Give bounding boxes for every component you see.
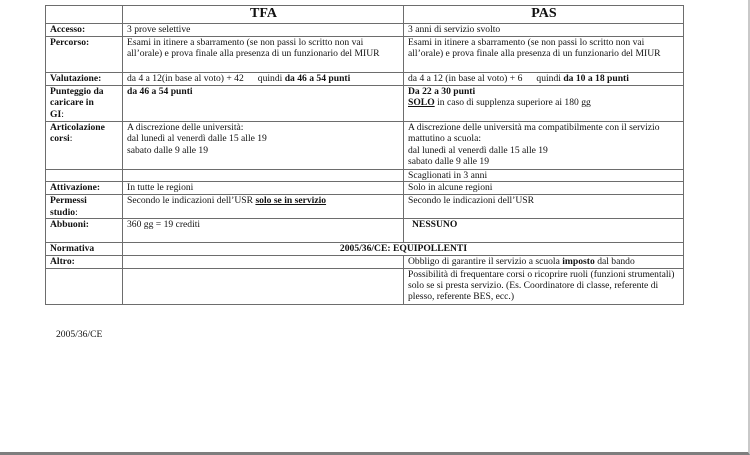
row-permessi [46, 195, 684, 219]
pas-valutazione [404, 73, 684, 86]
pas-abbuoni [404, 219, 684, 243]
header-empty-cell [46, 6, 123, 24]
label-permessi [46, 195, 123, 219]
row-abbuoni [46, 219, 684, 243]
tfa-permessi-text: Secondo le indicazioni dell’USR [127, 195, 254, 207]
row-altro [46, 256, 684, 268]
label-punteggio-1: Punteggio da [50, 86, 104, 97]
tfa-valutazione-result: da 46 a 54 punti [284, 73, 351, 84]
tfa-valutazione [123, 73, 404, 86]
tfa-abbuoni: 360 gg = 19 crediti [123, 219, 404, 243]
pas-punteggio-condition: in caso di supplenza superiore ai 180 gg [437, 97, 591, 109]
pas-valutazione-result: da 10 a 18 punti [563, 73, 629, 84]
pas-permessi: Secondo le indicazioni dell’USR [404, 195, 684, 219]
scaglionati-empty-tfa [123, 170, 404, 182]
pas-scaglionati: Scaglionati in 3 anni [404, 170, 684, 182]
tfa-valutazione-formula: da 4 a 12(in base al voto) + 42 [127, 73, 244, 84]
row-attivazione [46, 182, 684, 195]
tfa-permessi-condition: solo se in servizio [255, 195, 327, 207]
label-punteggio [46, 86, 123, 122]
header-pas: PAS [404, 6, 684, 24]
pas-punteggio-value: Da 22 a 30 punti [408, 86, 476, 97]
pas-altro-bando: dal bando [597, 256, 635, 268]
comparison-table [45, 5, 684, 305]
label-accesso: Accesso: [46, 24, 123, 37]
label-permessi-2: studio [50, 206, 76, 218]
label-attivazione: Attivazione: [46, 182, 123, 195]
pas-altro-imposto: imposto [562, 256, 595, 268]
tfa-altro [123, 256, 404, 268]
row-articolazione [46, 122, 684, 170]
tfa-punteggio-value: da 46 a 54 punti [127, 86, 193, 97]
pas-punteggio [404, 86, 684, 122]
tfa-accesso: 3 prove selettive [123, 24, 404, 37]
pas-abbuoni-value: NESSUNO [412, 219, 458, 231]
label-abbuoni: Abbuoni: [46, 219, 123, 243]
label-percorso: Percorso: [46, 37, 123, 73]
pas-punteggio-solo: SOLO [408, 97, 435, 109]
altro-2-empty-label [46, 268, 123, 304]
row-altro-2 [46, 268, 684, 304]
tfa-permessi [123, 195, 404, 219]
pas-attivazione: Solo in alcune regioni [404, 182, 684, 195]
tfa-punteggio [123, 86, 404, 122]
pas-valutazione-quindi: quindi [536, 73, 561, 84]
label-punteggio-2: caricare in [50, 97, 94, 109]
label-altro: Altro: [46, 256, 123, 268]
footer-note: 2005/36/CE [56, 329, 103, 340]
row-normativa [46, 243, 684, 256]
label-permessi-1: Permessi [50, 195, 87, 207]
scaglionati-empty-label [46, 170, 123, 182]
altro-2-empty-tfa [123, 268, 404, 304]
row-accesso [46, 24, 684, 37]
pas-valutazione-formula: da 4 a 12 (in base al voto) + 6 [408, 73, 523, 84]
tfa-attivazione: In tutte le regioni [123, 182, 404, 195]
label-articolazione-1: Articolazione [50, 122, 105, 133]
label-articolazione-colon: : [69, 133, 73, 145]
pas-articolazione [404, 122, 684, 170]
label-punteggio-colon: : [61, 108, 64, 120]
label-articolazione [46, 122, 123, 170]
pas-articolazione-3: sabato dalle 9 alle 19 [408, 155, 489, 167]
row-scaglionati [46, 170, 684, 182]
row-valutazione [46, 73, 684, 86]
tfa-articolazione-3: sabato dalle 9 alle 19 [127, 144, 208, 156]
row-percorso [46, 37, 684, 73]
tfa-articolazione-1: A discrezione delle università: [127, 122, 244, 133]
pas-altro-2: Possibilità di frequentare corsi o ricoprire ruoli (funzioni strumentali) solo se si presta servizio. (Es. Coordinatore di classe, referente di plesso, referente BES, ecc.) [404, 268, 684, 304]
pas-articolazione-1: A discrezione delle università ma compatibilmente con il servizio mattutino a scuola: [408, 122, 660, 145]
pas-percorso: Esami in itinere a sbarramento (se non passi lo scritto non vai all’orale) e prova finale alla presenza di un funzionario del MIUR [404, 37, 684, 73]
pas-altro-obbligo: Obbligo di garantire il servizio a scuola [408, 256, 560, 268]
tfa-articolazione-2: dal lunedì al venerdì dalle 15 alle 19 [127, 133, 267, 145]
header-row [46, 6, 684, 24]
pas-altro-1 [404, 256, 684, 268]
label-valutazione: Valutazione: [46, 73, 123, 86]
header-tfa: TFA [123, 6, 404, 24]
row-punteggio [46, 86, 684, 122]
label-articolazione-2: corsi [50, 133, 70, 145]
normativa-value: 2005/36/CE: EQUIPOLLENTI [123, 243, 684, 256]
pas-accesso: 3 anni di servizio svolto [404, 24, 684, 37]
label-normativa: Normativa [46, 243, 123, 256]
label-punteggio-3: GI [50, 108, 62, 120]
tfa-articolazione [123, 122, 404, 170]
pas-articolazione-2: dal lunedì al venerdì dalle 15 alle 19 [408, 144, 548, 156]
label-permessi-colon: : [75, 206, 78, 218]
tfa-valutazione-quindi: quindi [257, 73, 283, 84]
tfa-percorso: Esami in itinere a sbarramento (se non passi lo scritto non vai all’orale) e prova finale alla presenza di un funzionario del MIUR [123, 37, 404, 73]
